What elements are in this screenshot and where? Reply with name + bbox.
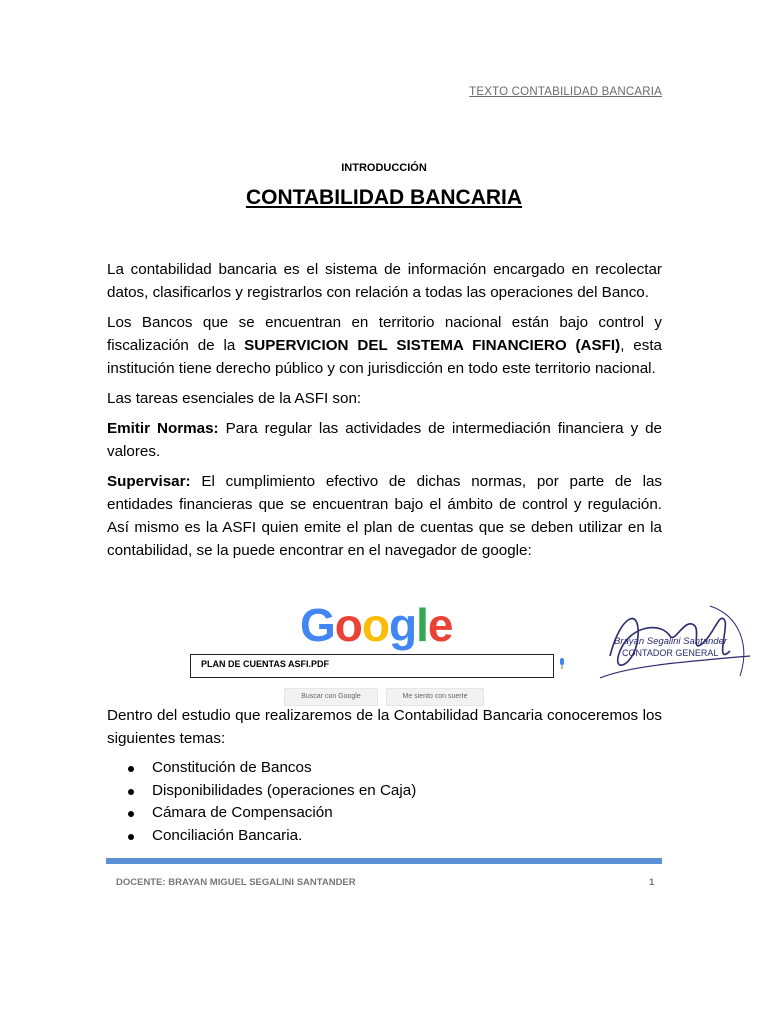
search-input <box>190 654 554 678</box>
search-value: PLAN DE CUENTAS ASFI.PDF <box>201 659 330 669</box>
signature-role: CONTADOR GENERAL <box>622 648 719 658</box>
list-item-text: Disponibilidades (operaciones en Caja) <box>152 781 417 799</box>
page-title: CONTABILIDAD BANCARIA <box>245 186 523 209</box>
lucky-button: Me siento con suerte <box>386 688 484 706</box>
google-search-button: Buscar con Google <box>284 688 378 706</box>
paragraph-supervision <box>107 311 662 380</box>
paragraph-supervisar <box>107 470 662 562</box>
google-logo-letter: g <box>389 599 417 651</box>
google-logo-letter: o <box>334 599 362 651</box>
list-item <box>128 802 416 825</box>
term-text: Para regular las actividades de intermediación financiera y de valores. <box>107 420 663 460</box>
term-label: Supervisar: <box>107 473 191 490</box>
paragraph-definition: La contabilidad bancaria es el sistema de información encargado en recolectar datos, clasificarlos y registrarlos con relación a todas las operaciones del Banco. <box>107 261 662 301</box>
google-search-image <box>180 596 758 708</box>
google-logo-letter: o <box>361 599 389 651</box>
google-logo-letter: l <box>416 599 428 651</box>
google-logo-letter: G <box>300 599 335 651</box>
bullet-icon <box>128 834 134 840</box>
list-item <box>128 825 416 848</box>
paragraph-text: Los Bancos que se encuentran en territorio nacional están bajo control y fiscalización de la <box>107 314 662 354</box>
body-section-1 <box>107 258 662 569</box>
list-item-text: Cámara de Compensación <box>152 804 333 822</box>
paragraph-tasks: Las tareas esenciales de la ASFI son: <box>107 390 362 407</box>
list-item-text: Constitución de Bancos <box>152 759 312 776</box>
paragraph-emitir <box>107 417 662 463</box>
google-logo <box>300 598 452 652</box>
list-item-text: Conciliación Bancaria. <box>152 827 303 845</box>
asfi-name: SUPERVICION DEL SISTEMA FINANCIERO (ASFI) <box>244 337 621 354</box>
paragraph-topics-intro: Dentro del estudio que realizaremos de la Contabilidad Bancaria conoceremos los siguientes temas: <box>107 707 662 747</box>
microphone-icon <box>558 658 566 670</box>
term-text: El cumplimiento efectivo de dichas normas, por parte de las entidades financieras que se encuentran bajo el ámbito de control y regulación. Así mismo es la ASFI quien emite el plan de cuentas que se deben utilizar en la contabilidad, se la puede encontrar en el navegador de google: <box>107 473 662 559</box>
bullet-icon <box>128 811 134 817</box>
term-label: Emitir Normas: <box>107 420 219 437</box>
signature-name: Brayan Segalini Santander <box>614 636 728 647</box>
body-section-2 <box>107 704 662 757</box>
page-number: 1 <box>649 877 655 888</box>
topics-list <box>128 757 416 848</box>
running-header: TEXTO CONTABILIDAD BANCARIA <box>469 86 662 98</box>
paragraph-text: , esta institución tiene derecho público y con jurisdicción en todo este territorio nacional. <box>107 337 662 377</box>
bullet-icon <box>128 766 134 772</box>
footer-author: DOCENTE: BRAYAN MIGUEL SEGALINI SANTANDER <box>116 877 356 888</box>
bullet-icon <box>128 789 134 795</box>
list-item <box>128 780 416 803</box>
list-item <box>128 757 416 780</box>
google-logo-letter: e <box>427 599 453 651</box>
section-label: INTRODUCCIÓN <box>341 162 427 174</box>
footer-divider <box>106 858 662 864</box>
